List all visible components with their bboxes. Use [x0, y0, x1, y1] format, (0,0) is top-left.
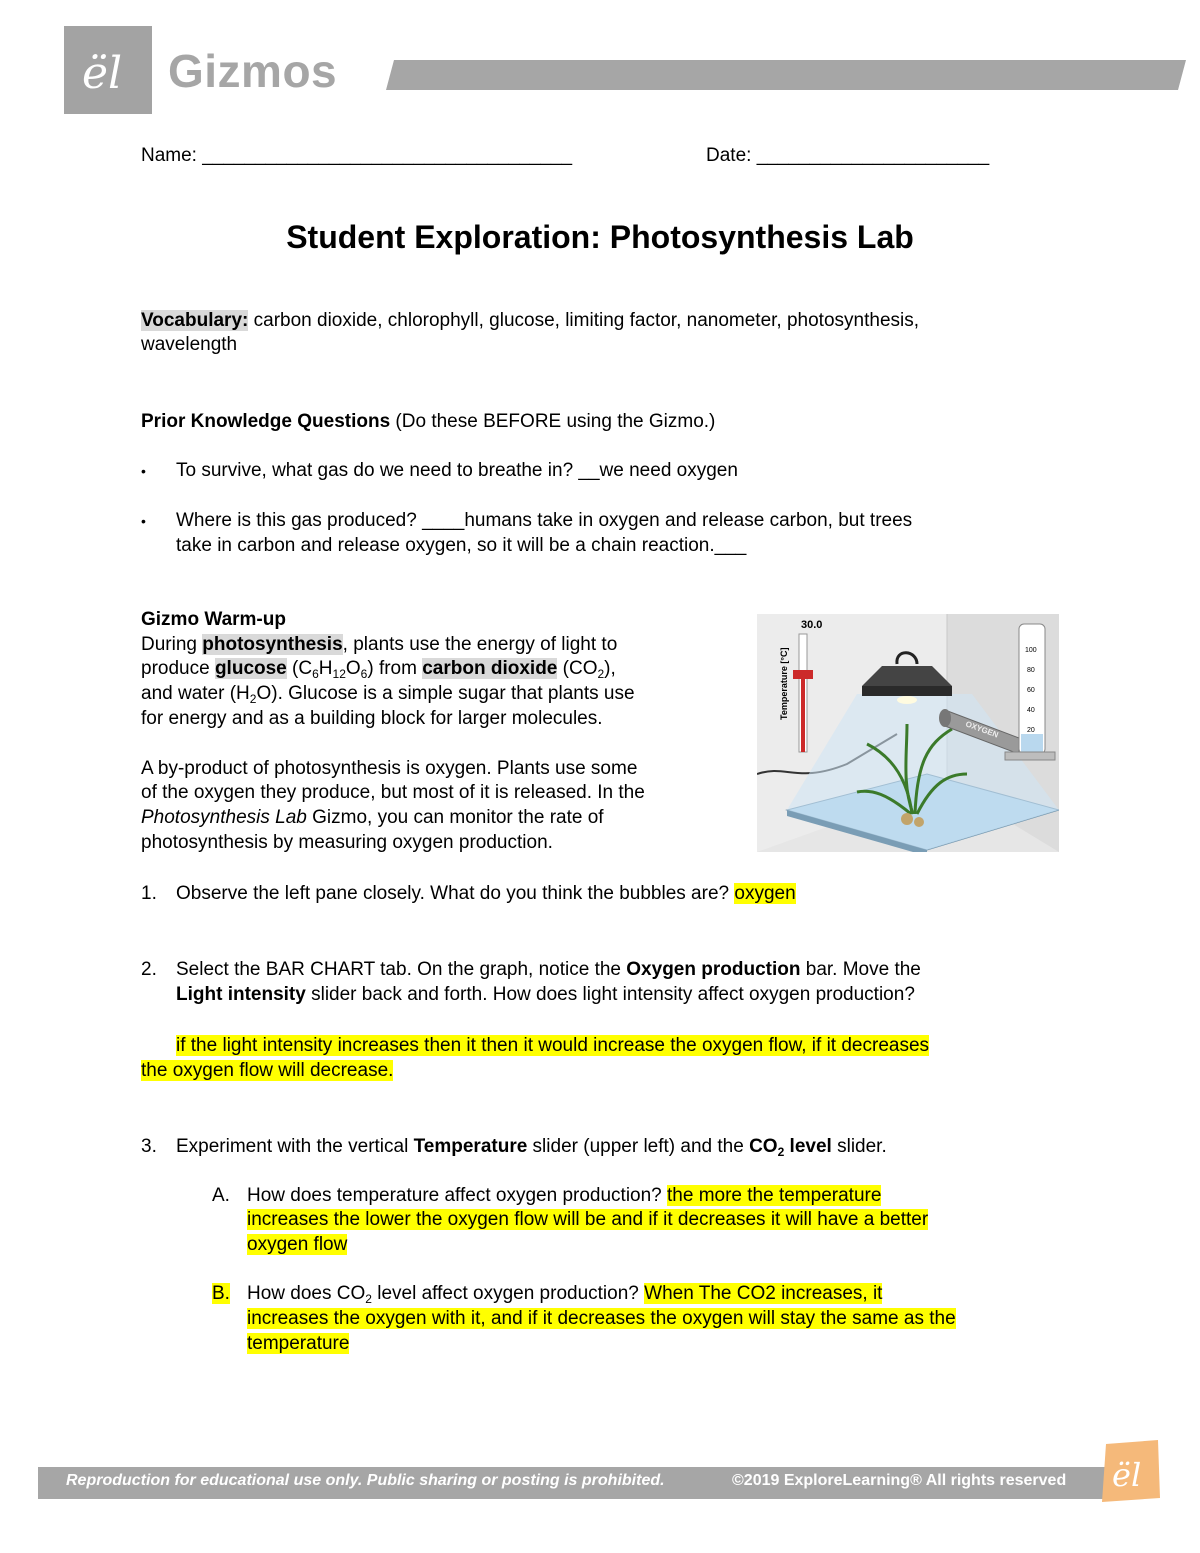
question-2-answer-line-2: [141, 1058, 393, 1083]
footer-copyright: ©2019 ExploreLearning® All rights reserved: [732, 1472, 1067, 1489]
question-2-line-2: [176, 982, 915, 1007]
prior-note: (Do these BEFORE using the Gizmo.): [390, 411, 716, 432]
text-run: slider (upper left) and the: [527, 1136, 750, 1157]
question-1-text: Observe the left pane closely. What do you think the bubbles are?: [176, 883, 735, 904]
question-3a-text: How does temperature affect oxygen production?: [247, 1185, 668, 1206]
date-line: [706, 143, 989, 168]
answer-text: increases the lower the oxygen flow will be and if it decreases it will have a better: [247, 1209, 929, 1230]
question-3b-line-1: [247, 1281, 882, 1306]
term-carbon-dioxide: carbon dioxide: [422, 658, 558, 679]
text-run: Select the BAR CHART tab. On the graph, notice the: [176, 959, 627, 980]
warmup-p1-line-1: [141, 632, 617, 657]
answer-text: the more the temperature: [667, 1185, 882, 1206]
answer-text: if the light intensity increases then it then it would increase the oxygen flow, if it decreases: [176, 1035, 930, 1056]
name-line: [141, 143, 572, 168]
prior-knowledge-heading: [141, 409, 715, 434]
term-co2: CO: [749, 1136, 778, 1157]
text-run: produce: [141, 658, 215, 679]
question-2-line-1: [176, 957, 921, 982]
term-level: level: [784, 1136, 832, 1157]
question-3a-line-2: [247, 1207, 928, 1232]
term-glucose: glucose: [214, 658, 287, 679]
subscript: 2: [777, 1145, 785, 1159]
warmup-p2-line-1: A by-product of photosynthesis is oxygen. Plants use some: [141, 758, 638, 779]
scale-80: 80: [1027, 667, 1035, 674]
text-run: , plants use the energy of light to: [342, 634, 618, 655]
name-label: Name:: [141, 145, 203, 166]
answer-text: oxygen flow: [247, 1234, 348, 1255]
scale-60: 60: [1027, 687, 1035, 694]
text-run: O). Glucose is a simple sugar that plants use: [256, 683, 635, 704]
temperature-label: Temperature [°C]: [779, 647, 789, 720]
subscript: 2: [597, 667, 605, 681]
question-3b-label: [212, 1281, 230, 1306]
question-3a-line-1: [247, 1183, 881, 1208]
answer-text: temperature: [247, 1333, 350, 1354]
term-oxygen-production: Oxygen production: [626, 959, 801, 980]
prior-heading: Prior Knowledge Questions: [141, 411, 391, 432]
text-run: ),: [604, 658, 616, 679]
photosynthesis-lab-figure: [757, 614, 1059, 852]
vocabulary-line-1: [141, 308, 919, 333]
prior-question-2-line-1: Where is this gas produced? ____humans take in oxygen and release carbon, but trees: [176, 510, 913, 531]
brand-name: Gizmos: [168, 45, 338, 97]
vocabulary-line-2: wavelength: [141, 334, 238, 355]
text-run: Experiment with the vertical: [176, 1136, 414, 1157]
label-text: B.: [212, 1283, 230, 1304]
svg-text:ël: ël: [82, 48, 123, 99]
question-3: [176, 1134, 887, 1159]
subscript: 2: [365, 1292, 372, 1306]
subscript: 6: [312, 667, 319, 681]
footer-disclaimer: Reproduction for educational use only. Public sharing or posting is prohibited.: [66, 1472, 665, 1489]
question-2-number: 2.: [141, 959, 157, 980]
svg-text:ël: ël: [1112, 1456, 1142, 1494]
text-run: (CO: [557, 658, 598, 679]
scale-20: 20: [1027, 727, 1035, 734]
text-run: slider.: [831, 1136, 887, 1157]
answer-text: When The CO2 increases, it: [644, 1283, 883, 1304]
scale-40: 40: [1027, 707, 1035, 714]
question-3b-line-2: [247, 1306, 956, 1331]
warmup-p2-line-2: of the oxygen they produce, but most of it is released. In the: [141, 782, 645, 803]
temperature-value: 30.0: [801, 619, 823, 631]
text-run: Gizmo, you can monitor the rate of: [306, 807, 604, 828]
term-temperature: Temperature: [413, 1136, 528, 1157]
text-run: How does CO: [247, 1283, 366, 1304]
answer-text: the oxygen flow will decrease.: [141, 1060, 394, 1081]
bullet-2: •: [141, 513, 146, 529]
text-run: and water (H: [141, 683, 250, 704]
page-title: Student Exploration: Photosynthesis Lab: [286, 219, 914, 255]
subscript: 6: [360, 667, 368, 681]
vocabulary-terms: carbon dioxide, chlorophyll, glucose, limiting factor, nanometer, photosynthesis,: [248, 310, 920, 331]
question-3a-label: A.: [212, 1185, 230, 1206]
question-3b-line-3: [247, 1331, 349, 1356]
text-run: O: [345, 658, 361, 679]
question-1-answer: oxygen: [734, 883, 796, 904]
vocabulary-label: Vocabulary:: [141, 310, 249, 331]
warmup-p1-line-4: for energy and as a building block for larger molecules.: [141, 708, 603, 729]
prior-question-2-line-2: take in carbon and release oxygen, so it will be a chain reaction.___: [176, 535, 747, 556]
text-run: (C: [286, 658, 313, 679]
explorelearning-logo-icon: [1098, 1440, 1162, 1504]
term-light-intensity: Light intensity: [176, 984, 306, 1005]
warmup-p2-line-4: photosynthesis by measuring oxygen production.: [141, 832, 553, 853]
text-run: During: [141, 634, 203, 655]
warmup-heading: Gizmo Warm-up: [141, 609, 286, 630]
text-run: H: [318, 658, 333, 679]
question-3-number: 3.: [141, 1136, 157, 1157]
question-1: [176, 881, 796, 906]
el-logo-icon: [64, 26, 152, 114]
text-run: ) from: [367, 658, 423, 679]
prior-question-1: To survive, what gas do we need to breathe in? __we need oxygen: [176, 460, 738, 481]
gizmo-name: Photosynthesis Lab: [141, 807, 307, 828]
bullet-1: •: [141, 463, 146, 479]
subscript: 12: [332, 667, 346, 681]
name-blank: ___________________________________: [202, 145, 573, 166]
warmup-p1-line-3: [141, 681, 635, 706]
text-run: bar. Move the: [800, 959, 921, 980]
date-blank: ______________________: [756, 145, 990, 166]
term-photosynthesis: photosynthesis: [202, 634, 343, 655]
warmup-p1-line-2: [141, 656, 616, 681]
subscript: 2: [249, 692, 257, 706]
text-run: slider back and forth. How does light intensity affect oxygen production?: [305, 984, 915, 1005]
scale-100: 100: [1025, 647, 1037, 654]
header-bar: [386, 60, 1186, 90]
date-label: Date:: [706, 145, 757, 166]
text-run: level affect oxygen production?: [371, 1283, 645, 1304]
question-1-number: 1.: [141, 883, 157, 904]
answer-text: increases the oxygen with it, and if it decreases the oxygen will stay the same as the: [247, 1308, 956, 1329]
question-3a-line-3: [247, 1232, 347, 1257]
warmup-p2-line-3: [141, 805, 604, 830]
oxygen-tube-label: OXYGEN: [964, 719, 1000, 740]
question-2-answer-line-1: [176, 1033, 929, 1058]
